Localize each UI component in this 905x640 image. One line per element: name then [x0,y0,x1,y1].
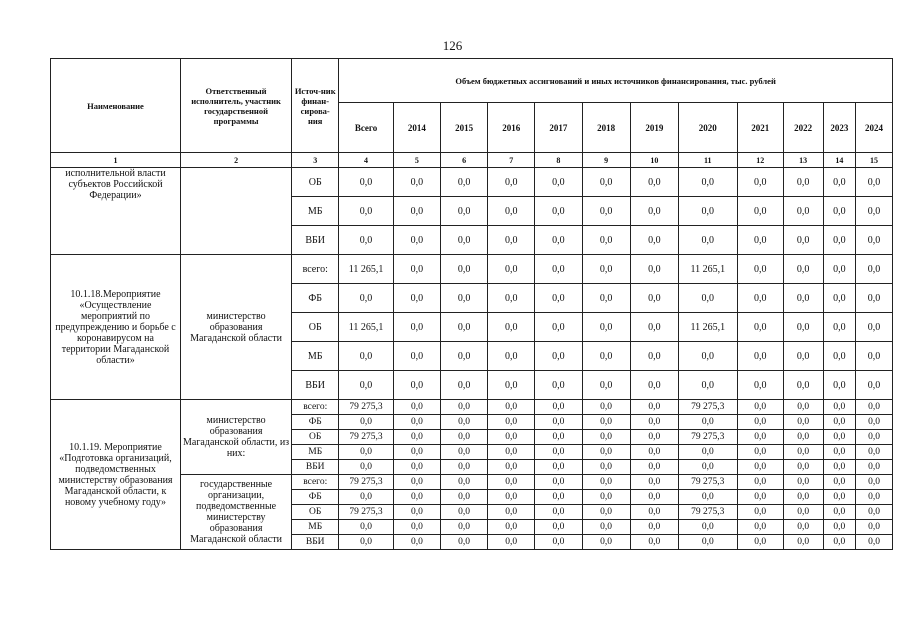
value-cell: 0,0 [737,371,783,400]
value-cell: 0,0 [535,313,582,342]
value-cell: 0,0 [823,284,856,313]
value-cell: 0,0 [630,430,678,445]
value-cell: 0,0 [535,255,582,284]
value-cell: 0,0 [535,460,582,475]
table-row [51,400,893,415]
responsible-cell: министерство образования Магаданской области, из них: [181,400,292,475]
value-cell: 0,0 [783,490,823,505]
value-cell: 0,0 [823,460,856,475]
value-cell: 0,0 [737,313,783,342]
value-cell: 0,0 [737,168,783,197]
value-cell: 0,0 [856,505,893,520]
value-cell: 0,0 [783,284,823,313]
value-cell: 0,0 [856,168,893,197]
value-cell: 0,0 [737,226,783,255]
value-cell: 0,0 [488,168,535,197]
value-cell: 0,0 [488,342,535,371]
value-cell: 0,0 [582,284,630,313]
total-cell: 0,0 [339,226,394,255]
table-row [51,255,893,284]
value-cell: 0,0 [823,168,856,197]
value-cell: 0,0 [856,490,893,505]
value-cell: 0,0 [678,445,737,460]
value-cell: 0,0 [535,284,582,313]
source-cell: МБ [292,197,339,226]
value-cell: 0,0 [856,400,893,415]
value-cell: 0,0 [582,197,630,226]
value-cell: 0,0 [535,371,582,400]
value-cell: 0,0 [582,430,630,445]
responsible-cell: министерство образования Магаданской области [181,255,292,400]
source-cell: ВБИ [292,226,339,255]
value-cell: 0,0 [783,400,823,415]
activity-name: исполнительной власти субъектов Российской Федерации» [51,168,181,255]
value-cell: 0,0 [440,342,487,371]
value-cell: 0,0 [582,342,630,371]
header-responsible: Ответственный исполнитель, участник государственной программы [181,59,292,153]
column-number: 9 [582,153,630,168]
value-cell: 0,0 [535,490,582,505]
value-cell: 0,0 [737,430,783,445]
value-cell: 0,0 [783,445,823,460]
value-cell: 0,0 [737,400,783,415]
page-number: 126 [442,38,463,53]
header-year-2016: 2016 [488,103,535,153]
value-cell: 0,0 [488,284,535,313]
value-cell: 0,0 [582,475,630,490]
column-number: 13 [783,153,823,168]
value-cell: 0,0 [393,460,440,475]
value-cell: 0,0 [535,197,582,226]
value-cell: 0,0 [678,415,737,430]
value-cell: 0,0 [783,313,823,342]
value-cell: 0,0 [856,445,893,460]
value-cell: 0,0 [630,371,678,400]
column-number: 3 [292,153,339,168]
value-cell: 0,0 [582,460,630,475]
value-cell: 0,0 [535,535,582,550]
value-cell: 11 265,1 [678,255,737,284]
value-cell: 0,0 [630,490,678,505]
source-cell: ОБ [292,505,339,520]
value-cell: 0,0 [856,371,893,400]
value-cell: 0,0 [440,505,487,520]
value-cell: 0,0 [783,255,823,284]
value-cell: 0,0 [678,284,737,313]
value-cell: 0,0 [440,371,487,400]
value-cell: 0,0 [393,505,440,520]
value-cell: 0,0 [737,490,783,505]
value-cell: 0,0 [440,255,487,284]
value-cell: 0,0 [535,430,582,445]
value-cell: 0,0 [440,430,487,445]
total-cell: 0,0 [339,490,394,505]
source-cell: ВБИ [292,535,339,550]
value-cell: 0,0 [823,400,856,415]
value-cell: 0,0 [582,415,630,430]
value-cell: 0,0 [488,197,535,226]
column-number: 14 [823,153,856,168]
value-cell: 0,0 [440,415,487,430]
value-cell: 0,0 [582,505,630,520]
header-year-2014: 2014 [393,103,440,153]
value-cell: 0,0 [630,400,678,415]
value-cell: 0,0 [535,445,582,460]
total-cell: 0,0 [339,284,394,313]
value-cell: 0,0 [488,400,535,415]
header-year-2021: 2021 [737,103,783,153]
value-cell: 0,0 [783,371,823,400]
value-cell: 0,0 [535,415,582,430]
activity-name: 10.1.18.Мероприятие «Осуществление мероприятий по предупреждению и борьбе с коронавирусом на территории Магаданской области» [51,255,181,400]
value-cell: 0,0 [630,226,678,255]
value-cell: 0,0 [440,400,487,415]
value-cell: 0,0 [737,255,783,284]
header-year-2019: 2019 [630,103,678,153]
value-cell: 0,0 [488,520,535,535]
header-volume: Объем бюджетных ассигнований и иных источников финансирования, тыс. рублей [339,59,893,103]
value-cell: 0,0 [535,226,582,255]
header-year-2018: 2018 [582,103,630,153]
header-year-2017: 2017 [535,103,582,153]
value-cell: 0,0 [856,342,893,371]
value-cell: 0,0 [535,342,582,371]
value-cell: 0,0 [856,430,893,445]
value-cell: 0,0 [440,168,487,197]
value-cell: 0,0 [393,226,440,255]
value-cell: 0,0 [582,313,630,342]
value-cell: 0,0 [488,415,535,430]
column-number: 1 [51,153,181,168]
source-cell: МБ [292,342,339,371]
column-number: 5 [393,153,440,168]
value-cell: 0,0 [823,445,856,460]
value-cell: 0,0 [582,400,630,415]
value-cell: 0,0 [856,226,893,255]
column-number: 4 [339,153,394,168]
total-cell: 0,0 [339,342,394,371]
value-cell: 0,0 [737,505,783,520]
value-cell: 0,0 [393,475,440,490]
value-cell: 0,0 [783,342,823,371]
responsible-cell [181,168,292,255]
value-cell: 0,0 [488,255,535,284]
value-cell: 0,0 [393,520,440,535]
value-cell: 0,0 [393,371,440,400]
value-cell: 0,0 [678,535,737,550]
value-cell: 0,0 [737,535,783,550]
value-cell: 0,0 [440,460,487,475]
value-cell: 0,0 [737,415,783,430]
value-cell: 79 275,3 [678,475,737,490]
value-cell: 0,0 [823,505,856,520]
value-cell: 0,0 [823,475,856,490]
value-cell: 0,0 [823,430,856,445]
value-cell: 0,0 [823,535,856,550]
header-year-2020: 2020 [678,103,737,153]
value-cell: 0,0 [440,520,487,535]
total-cell: 0,0 [339,371,394,400]
value-cell: 0,0 [823,255,856,284]
value-cell: 0,0 [393,255,440,284]
value-cell: 0,0 [737,197,783,226]
total-cell: 0,0 [339,520,394,535]
value-cell: 0,0 [823,313,856,342]
value-cell: 0,0 [440,475,487,490]
source-cell: ФБ [292,415,339,430]
value-cell: 0,0 [823,371,856,400]
value-cell: 0,0 [783,430,823,445]
value-cell: 0,0 [630,342,678,371]
source-cell: МБ [292,445,339,460]
value-cell: 0,0 [783,168,823,197]
value-cell: 0,0 [783,197,823,226]
value-cell: 0,0 [678,460,737,475]
value-cell: 0,0 [783,460,823,475]
total-cell: 0,0 [339,415,394,430]
value-cell: 0,0 [856,313,893,342]
value-cell: 0,0 [856,460,893,475]
value-cell: 0,0 [535,520,582,535]
value-cell: 0,0 [582,490,630,505]
value-cell: 0,0 [535,168,582,197]
column-number: 6 [440,153,487,168]
value-cell: 0,0 [393,313,440,342]
value-cell: 0,0 [440,490,487,505]
total-cell: 11 265,1 [339,313,394,342]
value-cell: 0,0 [823,490,856,505]
header-total: Всего [339,103,394,153]
column-number: 2 [181,153,292,168]
value-cell: 0,0 [582,520,630,535]
value-cell: 79 275,3 [678,400,737,415]
column-number: 8 [535,153,582,168]
value-cell: 0,0 [393,400,440,415]
value-cell: 0,0 [582,255,630,284]
value-cell: 0,0 [535,400,582,415]
value-cell: 0,0 [823,520,856,535]
value-cell: 0,0 [783,520,823,535]
value-cell: 0,0 [393,430,440,445]
value-cell: 0,0 [678,371,737,400]
value-cell: 0,0 [393,490,440,505]
total-cell: 0,0 [339,535,394,550]
total-cell: 79 275,3 [339,400,394,415]
value-cell: 0,0 [393,342,440,371]
value-cell: 0,0 [630,415,678,430]
total-cell: 0,0 [339,460,394,475]
value-cell: 0,0 [856,255,893,284]
table-row [51,168,893,197]
value-cell: 0,0 [488,371,535,400]
value-cell: 0,0 [856,284,893,313]
total-cell: 0,0 [339,445,394,460]
value-cell: 0,0 [488,475,535,490]
value-cell: 0,0 [488,460,535,475]
value-cell: 0,0 [393,445,440,460]
value-cell: 0,0 [393,197,440,226]
source-cell: всего: [292,475,339,490]
total-cell: 0,0 [339,197,394,226]
value-cell: 0,0 [783,226,823,255]
value-cell: 0,0 [440,313,487,342]
value-cell: 0,0 [783,415,823,430]
value-cell: 0,0 [856,475,893,490]
value-cell: 0,0 [488,445,535,460]
value-cell: 0,0 [856,415,893,430]
value-cell: 0,0 [630,520,678,535]
source-cell: ОБ [292,313,339,342]
value-cell: 0,0 [678,197,737,226]
value-cell: 0,0 [582,535,630,550]
value-cell: 0,0 [678,226,737,255]
column-number: 15 [856,153,893,168]
source-cell: ОБ [292,168,339,197]
value-cell: 0,0 [737,475,783,490]
budget-table [50,58,893,550]
source-cell: МБ [292,520,339,535]
value-cell: 0,0 [823,197,856,226]
value-cell: 0,0 [582,445,630,460]
value-cell: 0,0 [783,505,823,520]
value-cell: 0,0 [856,520,893,535]
total-cell: 0,0 [339,168,394,197]
column-number: 12 [737,153,783,168]
value-cell: 0,0 [678,342,737,371]
value-cell: 0,0 [440,284,487,313]
value-cell: 0,0 [630,168,678,197]
value-cell: 0,0 [488,430,535,445]
value-cell: 0,0 [393,535,440,550]
table-body [51,168,893,550]
value-cell: 0,0 [535,505,582,520]
source-cell: ФБ [292,490,339,505]
column-number: 10 [630,153,678,168]
value-cell: 0,0 [737,284,783,313]
value-cell: 0,0 [630,445,678,460]
value-cell: 0,0 [737,520,783,535]
value-cell: 0,0 [630,255,678,284]
source-cell: ВБИ [292,371,339,400]
value-cell: 0,0 [393,415,440,430]
value-cell: 0,0 [783,475,823,490]
value-cell: 0,0 [823,342,856,371]
source-cell: ВБИ [292,460,339,475]
value-cell: 0,0 [630,313,678,342]
value-cell: 0,0 [630,197,678,226]
source-cell: ФБ [292,284,339,313]
header-name: Наименование [51,59,181,153]
value-cell: 0,0 [393,168,440,197]
header-year-2015: 2015 [440,103,487,153]
value-cell: 0,0 [393,284,440,313]
total-cell: 79 275,3 [339,430,394,445]
value-cell: 0,0 [582,168,630,197]
table-header [51,59,893,168]
value-cell: 11 265,1 [678,313,737,342]
column-number: 11 [678,153,737,168]
value-cell: 0,0 [856,535,893,550]
total-cell: 79 275,3 [339,475,394,490]
header-source: Источ-ник финан-сирова-ния [292,59,339,153]
value-cell: 0,0 [630,505,678,520]
value-cell: 0,0 [737,460,783,475]
value-cell: 0,0 [440,226,487,255]
source-cell: ОБ [292,430,339,445]
value-cell: 0,0 [488,505,535,520]
total-cell: 79 275,3 [339,505,394,520]
header-year-2022: 2022 [783,103,823,153]
value-cell: 79 275,3 [678,505,737,520]
value-cell: 0,0 [535,475,582,490]
value-cell: 0,0 [678,168,737,197]
value-cell: 0,0 [440,535,487,550]
value-cell: 0,0 [678,520,737,535]
value-cell: 0,0 [737,445,783,460]
value-cell: 0,0 [630,475,678,490]
value-cell: 0,0 [582,226,630,255]
value-cell: 0,0 [783,535,823,550]
value-cell: 0,0 [737,342,783,371]
value-cell: 0,0 [823,415,856,430]
header-year-2023: 2023 [823,103,856,153]
value-cell: 0,0 [488,313,535,342]
header-year-2024: 2024 [856,103,893,153]
value-cell: 0,0 [582,371,630,400]
total-cell: 11 265,1 [339,255,394,284]
value-cell: 0,0 [630,284,678,313]
value-cell: 0,0 [823,226,856,255]
activity-name: 10.1.19. Мероприятие «Подготовка организаций, подведомственных министерству образования Магаданской области, к новому учебному году» [51,400,181,550]
source-cell: всего: [292,400,339,415]
value-cell: 0,0 [856,197,893,226]
value-cell: 0,0 [488,535,535,550]
responsible-cell: государственные организации, подведомственные министерству образования Магаданской области [181,475,292,550]
value-cell: 0,0 [488,226,535,255]
value-cell: 0,0 [630,460,678,475]
value-cell: 0,0 [488,490,535,505]
value-cell: 0,0 [440,445,487,460]
value-cell: 0,0 [630,535,678,550]
value-cell: 79 275,3 [678,430,737,445]
value-cell: 0,0 [440,197,487,226]
source-cell: всего: [292,255,339,284]
column-number: 7 [488,153,535,168]
column-numbers-row [51,153,893,168]
value-cell: 0,0 [678,490,737,505]
